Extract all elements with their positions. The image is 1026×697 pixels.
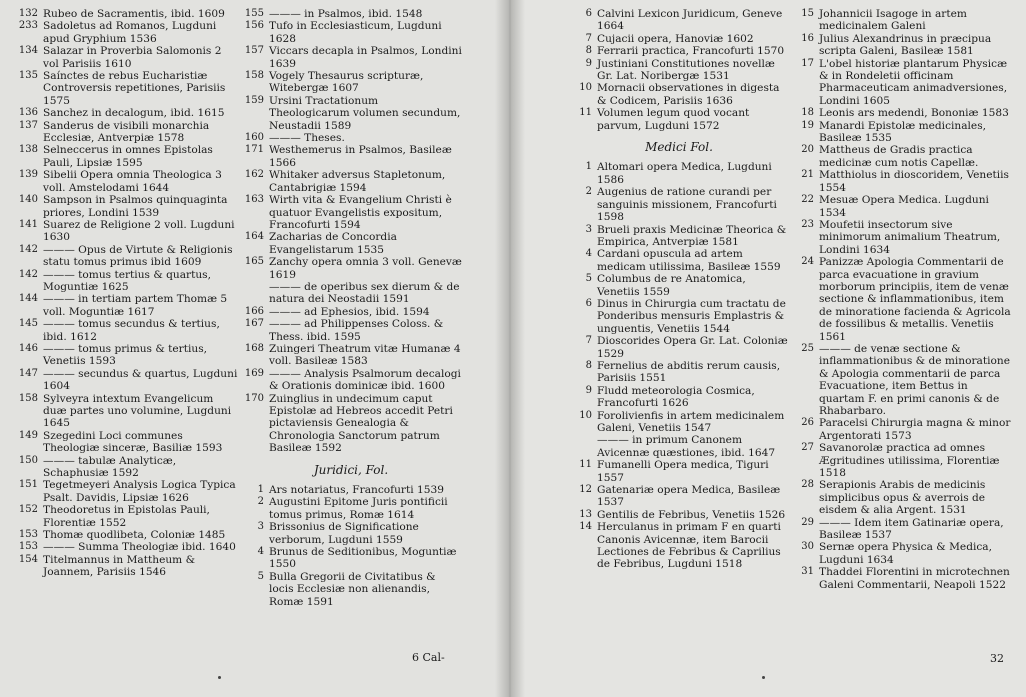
- entry-number: 155: [244, 8, 264, 19]
- entry-text: ——— tomus tertius & quartus, Moguntiæ 1625: [43, 268, 211, 293]
- entry-text: ——— Theses.: [269, 132, 345, 145]
- entry-number: 160: [244, 132, 264, 144]
- page-mark: [762, 676, 765, 679]
- entry-text: Dinus in Chirurgia cum tractatu de Ponderibus mensuris Emplastris & unguentis, Venetiis 1544: [597, 297, 786, 335]
- catalog-entry: [790, 107, 1016, 119]
- catalog-entry: [14, 368, 240, 393]
- catalog-entry: [568, 186, 790, 223]
- catalog-entry: [14, 70, 240, 107]
- entry-text: Brueli praxis Medicinæ Theorica & Empirica, Antverpiæ 1581: [597, 223, 787, 248]
- entry-number: 23: [801, 218, 814, 230]
- catalog-entry: [568, 45, 790, 57]
- catalog-entry: [14, 541, 240, 553]
- catalog-entry: [14, 293, 240, 318]
- catalog-entry: [568, 8, 790, 33]
- entry-text: Sanderus de visibili monarchia Ecclesiæ, Antverpiæ 1578: [43, 119, 210, 145]
- entry-text: Rubeo de Sacramentis, ibid. 1609: [43, 8, 225, 20]
- entry-text: Thomæ quodlibeta, Coloniæ 1485: [43, 529, 226, 542]
- entry-number: 19: [801, 119, 814, 131]
- catalog-entry: [568, 410, 790, 435]
- entry-text: Gatenariæ opera Medica, Basileæ 1537: [597, 484, 781, 509]
- entry-text: Fernelius de abditis rerum causis, Parisiis 1551: [597, 359, 781, 385]
- entry-text: Sylveyra intextum Evangelicum duæ partes uno volumine, Lugduni 1645: [43, 392, 232, 430]
- entry-number: 169: [244, 367, 264, 379]
- entry-text: Sadoletus ad Romanos, Lugduni apud Gryphium 1536: [43, 20, 217, 45]
- catalog-entry: [14, 318, 240, 343]
- entry-number: 142: [18, 243, 38, 255]
- entry-text: Suarez de Religione 2 voll. Lugduni 1630: [43, 218, 235, 244]
- entry-number: 24: [801, 256, 814, 268]
- entry-number: 158: [244, 70, 264, 82]
- entry-text: Theodoretus in Epistolas Pauli, Florentiæ 1552: [43, 504, 210, 529]
- catalog-entry: [14, 219, 240, 244]
- entry-text: Matthiolus in dioscoridem, Venetiis 1554: [819, 169, 1009, 194]
- entry-number: 162: [244, 169, 264, 181]
- catalog-entry: [790, 517, 1016, 542]
- catalog-entry: [790, 541, 1016, 566]
- catalog-entry: [790, 33, 1016, 58]
- left-column-1: [14, 8, 240, 579]
- entry-number: 14: [579, 521, 592, 533]
- entry-number: 158: [18, 392, 38, 404]
- entry-text: Panizzæ Apologia Commentarii de parca evacuatione in gravium morborum principiis, item de venæ sectione & inflammationibus, item de minoratione facienda & Agricola de fossilibus & metallis. Venetiis 1561: [819, 256, 1011, 343]
- entry-number: 140: [18, 194, 38, 206]
- entry-number: 8: [585, 359, 592, 371]
- catalog-entry: [568, 360, 790, 385]
- catalog-entry: [14, 144, 240, 169]
- entry-number: 11: [579, 107, 592, 119]
- catalog-entry: [240, 546, 462, 571]
- entry-number: 21: [801, 169, 814, 181]
- entry-text: Zuinglius in undecimum caput Epistolæ ad Hebreos accedit Petri pictaviensis Genealogia & Chronologia Sanctorum patrum Basileæ 1592: [269, 392, 453, 455]
- entry-number: 144: [18, 293, 38, 305]
- catalog-entry: [240, 20, 462, 45]
- entry-text: Zanchy opera omnia 3 voll. Genevæ 1619: [269, 256, 462, 281]
- catalog-entry: [790, 417, 1016, 442]
- entry-text: Westhemerus in Psalmos, Basileæ 1566: [269, 144, 452, 169]
- section-heading-medici: Medici Fol.: [645, 140, 713, 155]
- entry-text: Fludd meteorologia Cosmica, Francofurti 1626: [597, 384, 755, 410]
- entry-number: 4: [257, 546, 264, 558]
- catalog-entry: [240, 169, 462, 194]
- entry-text: Brissonius de Significatione verborum, Lugduni 1559: [269, 521, 419, 546]
- entry-text: ——— in Psalmos, ibid. 1548: [269, 8, 423, 20]
- catalog-entry: [240, 70, 462, 95]
- catalog-entry: [240, 393, 462, 455]
- catalog-entry: [790, 8, 1016, 33]
- entry-number: 233: [18, 20, 38, 32]
- entry-number: 154: [18, 553, 38, 565]
- entry-text: Vogely Thesaurus scripturæ, Witebergæ 1607: [269, 70, 424, 95]
- entry-text: ——— Analysis Psalmorum decalogi & Orationis dominicæ ibid. 1600: [269, 367, 461, 393]
- right-column-1: [568, 8, 790, 571]
- catalog-entry: [790, 58, 1016, 108]
- catalog-entry: [568, 33, 790, 45]
- entry-number: 2: [257, 496, 264, 508]
- entry-number: 15: [801, 8, 814, 19]
- entry-text: Zuingeri Theatrum vitæ Humanæ 4 voll. Basileæ 1583: [269, 342, 461, 368]
- entry-text: Bulla Gregorii de Civitatibus & locis Ecclesiæ non alienandis, Romæ 1591: [269, 570, 436, 608]
- entry-text: Cujacii opera, Hanoviæ 1602: [597, 32, 754, 45]
- entry-text: ——— Summa Theologiæ ibid. 1640: [43, 541, 236, 554]
- entry-number: 6: [585, 297, 592, 309]
- catalog-entry: [14, 554, 240, 579]
- entry-number: 149: [18, 429, 38, 441]
- catalog-entry: [240, 95, 462, 132]
- entry-text: Sanchez in decalogum, ibid. 1615: [43, 107, 225, 120]
- catalog-entry: [14, 455, 240, 480]
- entry-text: Whitaker adversus Stapletonum, Cantabrigiæ 1594: [269, 169, 446, 194]
- entry-number: 10: [579, 82, 592, 94]
- catalog-entry: [568, 484, 790, 509]
- catalog-entry: [790, 479, 1016, 516]
- catalog-entry: [14, 8, 240, 20]
- entry-text: Sampson in Psalmos quinquaginta priores, Londini 1539: [43, 194, 228, 219]
- catalog-entry: [14, 169, 240, 194]
- entry-text: Julius Alexandrinus in præcipua scripta Galeni, Basileæ 1581: [819, 32, 992, 58]
- entry-text: Moufetii insectorum sive minimorum animalium Theatrum, Londini 1634: [819, 218, 1001, 256]
- catalog-entry: [568, 335, 790, 360]
- entry-text: Serapionis Arabis de medicinis simplicibus opus & averrois de eisdem & alia Argent. 1531: [819, 479, 986, 517]
- entry-text: Savanorolæ practica ad omnes Ægritudines utilissima, Florentiæ 1518: [819, 442, 1000, 480]
- entry-text: Ursini Tractationum Theologicarum volumen secundum, Neustadii 1589: [269, 94, 461, 132]
- entry-text: Mesuæ Opera Medica. Lugduni 1534: [819, 194, 989, 219]
- catalog-entry: [240, 281, 462, 306]
- catalog-entry: [790, 144, 1016, 169]
- catalog-entry: [14, 343, 240, 368]
- catalog-entry: [14, 120, 240, 145]
- entry-number: 1: [585, 161, 592, 173]
- entry-text: Sernæ opera Physica & Medica, Lugduni 1634: [819, 541, 992, 566]
- entry-text: ——— tabulæ Analyticæ, Schaphusiæ 1592: [43, 454, 177, 480]
- entry-text: Forolivienfis in artem medicinalem Galeni, Venetiis 1547: [597, 409, 785, 434]
- entry-text: Dioscorides Opera Gr. Lat. Coloniæ 1529: [597, 335, 788, 360]
- catalog-entry: [240, 521, 462, 546]
- catalog-entry: [240, 318, 462, 343]
- catalog-entry: [568, 298, 790, 335]
- catalog-entry: [240, 132, 462, 144]
- entry-text: Selneccerus in omnes Epistolas Pauli, Lipsiæ 1595: [43, 144, 213, 169]
- entry-text: ——— Idem item Gatinariæ opera, Basileæ 1537: [819, 516, 1004, 542]
- entry-text: Thaddei Florentini in microtechnen Galeni Commentarii, Neapoli 1522: [819, 566, 1010, 591]
- entry-number: 25: [801, 342, 814, 354]
- entry-text: Manardi Epistolæ medicinales, Basileæ 1535: [819, 119, 986, 145]
- catalog-entry: [14, 393, 240, 430]
- entry-number: 12: [579, 484, 592, 496]
- entry-text: Calvini Lexicon Juridicum, Geneve 1664: [597, 8, 783, 33]
- entry-text: Tufo in Ecclesiasticum, Lugduni 1628: [269, 20, 442, 45]
- entry-text: Mornacii observationes in digesta & Codicem, Parisiis 1636: [597, 82, 780, 107]
- entry-text: Szegedini Loci communes Theologiæ sinceræ, Basiliæ 1593: [43, 429, 223, 455]
- entry-number: 142: [18, 268, 38, 280]
- catalog-entry: [790, 194, 1016, 219]
- entry-text: Zacharias de Concordia Evangelistarum 1535: [269, 231, 397, 256]
- entry-text: Sibelii Opera omnia Theologica 3 voll. Amstelodami 1644: [43, 169, 222, 194]
- entry-text: Cardani opuscula ad artem medicam utilissima, Basileæ 1559: [597, 248, 781, 273]
- entry-text: Gentilis de Febribus, Venetiis 1526: [597, 508, 786, 521]
- entry-number: 13: [579, 508, 592, 520]
- entry-number: 150: [18, 454, 38, 466]
- catalog-entry: [14, 20, 240, 45]
- entry-text: Brunus de Seditionibus, Moguntiæ 1550: [269, 546, 457, 571]
- catalog-entry: [14, 45, 240, 70]
- book-gutter: [495, 0, 525, 697]
- catalog-entry: [568, 58, 790, 83]
- entry-text: L'obel historiæ plantarum Physicæ & in Rondeletii officinam Pharmaceuticam animadversiones, Londini 1605: [819, 57, 1008, 107]
- entry-number: [568, 434, 597, 459]
- entry-number: 1: [257, 484, 264, 496]
- catalog-entry: [240, 343, 462, 368]
- catalog-entry: [790, 169, 1016, 194]
- entry-text: Altomari opera Medica, Lugduni 1586: [597, 161, 772, 186]
- entry-text: Ferrarii practica, Francofurti 1570: [597, 45, 785, 58]
- catalog-entry: [14, 244, 240, 269]
- catalog-entry: [790, 256, 1016, 343]
- catalog-entry: [568, 107, 790, 132]
- entry-text: Viccars decapla in Psalmos, Londini 1639: [269, 45, 462, 70]
- entry-number: 139: [18, 169, 38, 181]
- entry-number: 170: [244, 392, 264, 404]
- entry-number: 132: [18, 8, 38, 19]
- entry-number: 137: [18, 119, 38, 131]
- catalog-entry: [568, 509, 790, 521]
- entry-text: Paracelsi Chirurgia magna & minor Argentorati 1573: [819, 417, 1011, 442]
- page-number: 32: [990, 652, 1004, 665]
- entry-text: Mattheus de Gradis practica medicinæ cum notis Capellæ.: [819, 144, 979, 169]
- entry-number: 17: [801, 57, 814, 69]
- entry-number: 18: [801, 107, 814, 119]
- catalog-entry: [240, 231, 462, 256]
- catalog-entry: [240, 306, 462, 318]
- entry-text: Fumanelli Opera medica, Tiguri 1557: [597, 459, 769, 484]
- entry-number: [240, 281, 269, 306]
- entry-number: 5: [257, 570, 264, 582]
- catalog-entry: [568, 161, 790, 186]
- entry-number: 8: [585, 45, 592, 57]
- entry-text: Ars notariatus, Francofurti 1539: [269, 484, 444, 497]
- entry-number: 166: [244, 305, 264, 317]
- entry-number: 151: [18, 479, 38, 491]
- entry-number: 168: [244, 342, 264, 354]
- entry-number: 6: [585, 8, 592, 19]
- catalog-entry: [240, 484, 462, 496]
- catalog-entry: [240, 256, 462, 281]
- entry-number: 153: [18, 529, 38, 541]
- catalog-entry: [240, 144, 462, 169]
- entry-text: Salazar in Proverbia Salomonis 2 vol Parisiis 1610: [43, 45, 222, 70]
- catalog-entry: [240, 496, 462, 521]
- catalog-entry: [240, 368, 462, 393]
- entry-number: 159: [244, 94, 264, 106]
- catalog-entry: [240, 45, 462, 70]
- catalog-entry: [568, 273, 790, 298]
- catalog-entry: [14, 529, 240, 541]
- entry-number: 20: [801, 144, 814, 156]
- entry-text: Saínctes de rebus Eucharistiæ Controversis repetitiones, Parisiis 1575: [43, 70, 226, 107]
- entry-text: Augenius de ratione curandi per sanguinis missionem, Francofurti 1598: [597, 186, 777, 224]
- entry-number: 152: [18, 504, 38, 516]
- entry-number: 9: [585, 57, 592, 69]
- entry-text: ——— ad Philippenses Coloss. & Thess. ibid. 1595: [269, 318, 444, 343]
- entry-number: 9: [585, 384, 592, 396]
- entry-number: 3: [585, 223, 592, 235]
- entry-number: 7: [585, 32, 592, 44]
- entry-text: ——— tomus primus & tertius, Venetiis 1593: [43, 342, 208, 368]
- catalog-entry: [240, 571, 462, 608]
- catalog-entry: [240, 8, 462, 20]
- entry-text: Volumen legum quod vocant parvum, Lugduni 1572: [597, 107, 750, 132]
- catalog-entry: [568, 82, 790, 107]
- entry-text: Columbus de re Anatomica, Venetiis 1559: [597, 273, 746, 298]
- catalog-entry: [14, 269, 240, 294]
- catalog-entry: [568, 385, 790, 410]
- entry-number: 153: [18, 541, 38, 553]
- entry-number: 11: [579, 459, 592, 471]
- page-mark: [218, 676, 221, 679]
- catalog-entry: [568, 521, 790, 571]
- left-column-2: [240, 8, 462, 608]
- entry-number: 16: [801, 32, 814, 44]
- entry-number: 134: [18, 45, 38, 57]
- entry-text: Johannicii Isagoge in artem medicinalem Galeni: [819, 8, 967, 33]
- entry-number: 22: [801, 194, 814, 206]
- catalog-entry: [14, 504, 240, 529]
- entry-text: Augustini Epitome Juris pontificii tomus primus, Romæ 1614: [269, 496, 448, 521]
- catalog-entry: [14, 430, 240, 455]
- catalog-entry: [790, 219, 1016, 256]
- entry-number: 4: [585, 248, 592, 260]
- entry-number: 141: [18, 218, 38, 230]
- entry-text: Tegetmeyeri Analysis Logica Typica Psalt. Davidis, Lipsiæ 1626: [43, 479, 236, 504]
- entry-number: 145: [18, 318, 38, 330]
- catalog-entry: [14, 194, 240, 219]
- catalog-entry: [790, 442, 1016, 479]
- entry-number: 31: [801, 566, 814, 578]
- entry-number: 10: [579, 409, 592, 421]
- entry-text: ——— ad Ephesios, ibid. 1594: [269, 305, 430, 318]
- entry-text: Wirth vita & Evangelium Christi è quatuor Evangelistis expositum, Francofurti 1594: [269, 194, 452, 231]
- entry-text: ——— secundus & quartus, Lugduni 1604: [43, 367, 238, 393]
- entry-number: 157: [244, 45, 264, 57]
- entry-text: ——— de venæ sectione & inflammationibus & de minoratione & Apologia commentarii de parca Evacuatione, item Bettus in quartam F. en primi canonis & de Rhabarbaro.: [819, 342, 1010, 417]
- entry-number: 28: [801, 479, 814, 491]
- entry-text: Justiniani Constitutiones novellæ Gr. Lat. Noribergæ 1531: [597, 57, 775, 83]
- entry-text: Titelmannus in Mattheum & Joannem, Parisiis 1546: [43, 553, 196, 579]
- entry-number: 7: [585, 335, 592, 347]
- entry-number: 147: [18, 367, 38, 379]
- entry-number: 26: [801, 417, 814, 429]
- entry-text: Herculanus in primam F en quarti Canonis Avicennæ, item Barocii Lectiones de Febribus & Caprilius de Febribus, Lugduni 1518: [597, 521, 781, 571]
- entry-number: 163: [244, 194, 264, 206]
- entry-number: 135: [18, 70, 38, 82]
- entry-number: 5: [585, 273, 592, 285]
- entry-text: ——— in primum Canonem Avicennæ quæstiones, ibid. 1647: [597, 434, 776, 459]
- entry-number: 3: [257, 521, 264, 533]
- entry-number: 29: [801, 516, 814, 528]
- catalog-entry: [14, 479, 240, 504]
- entry-number: 30: [801, 541, 814, 553]
- catalog-entry: [790, 120, 1016, 145]
- entry-number: 164: [244, 231, 264, 243]
- entry-text: ——— tomus secundus & tertius, ibid. 1612: [43, 318, 220, 343]
- catalog-entry: [790, 343, 1016, 417]
- catalog-entry: [568, 224, 790, 249]
- catalog-entry: [568, 434, 790, 459]
- right-column-2: [790, 8, 1016, 591]
- entry-number: 167: [244, 318, 264, 330]
- entry-text: Leonis ars medendi, Bononiæ 1583: [819, 107, 1009, 120]
- entry-number: 138: [18, 144, 38, 156]
- entry-text: ——— de operibus sex dierum & de natura dei Neostadii 1591: [269, 280, 460, 306]
- catalog-entry: [240, 194, 462, 231]
- section-heading-juridici: Juridici, Fol.: [313, 462, 389, 477]
- entry-number: 146: [18, 342, 38, 354]
- entry-text: ——— Opus de Virtute & Religionis statu tomus primus ibid 1609: [43, 243, 233, 269]
- catalog-entry: [790, 566, 1016, 591]
- catalog-entry: [14, 107, 240, 119]
- entry-number: 165: [244, 256, 264, 268]
- catalog-entry: [568, 248, 790, 273]
- entry-text: ——— in tertiam partem Thomæ 5 voll. Moguntiæ 1617: [43, 293, 228, 318]
- entry-number: 171: [244, 144, 264, 156]
- catalog-entry: [568, 459, 790, 484]
- entry-number: 2: [585, 186, 592, 198]
- entry-number: 156: [244, 20, 264, 32]
- entry-number: 136: [18, 107, 38, 119]
- catchword: 6 Cal-: [412, 651, 445, 664]
- entry-number: 27: [801, 442, 814, 454]
